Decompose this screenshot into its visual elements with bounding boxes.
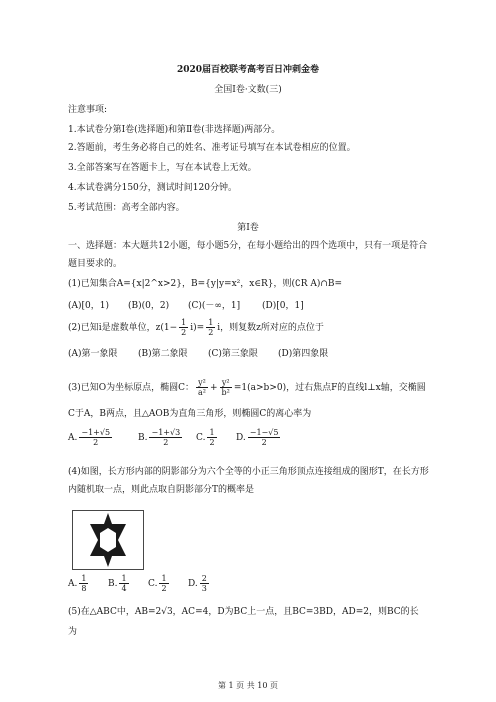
q3-fraction-1: $\frac{\text{y²}}{\text{a²}}$ [198, 378, 206, 397]
exam-title: 2020届百校联考高考百日冲刺金卷 [176, 65, 320, 75]
q3-fraction-2: $\frac{\text{y²}}{\text{b²}}$ [221, 378, 230, 397]
q2-option-a: (A)第一象限 [68, 349, 118, 359]
q2-fraction-2: $\frac{1}{2}$ [208, 318, 214, 337]
q4-option-a: A. $\frac{1}{8}$ [68, 574, 87, 593]
q2-option-b: (B)第二象限 [138, 349, 188, 359]
section-title: 第Ⅰ卷 [237, 223, 259, 233]
q5-stem-cont: 为 [68, 627, 78, 637]
section-intro-cont: 题目要求的。 [68, 259, 123, 269]
exam-subtitle: 全国Ⅰ卷·文数(三) [214, 85, 282, 95]
note-item: 1.本试卷分第Ⅰ卷(选择题)和第Ⅱ卷(非选择题)两部分。 [68, 125, 281, 135]
q3-option-d: D. $\frac{-1-√5}{2}$ [236, 428, 279, 447]
note-item: 3.全部答案写在答题卡上，写在本试卷上无效。 [68, 163, 257, 173]
q2-stem: (2)已知i是虚数单位，z(1− $\frac{1}{2}$ i)= $\frac{1}{2}$ i，则复数z所对应的点位于 [68, 318, 324, 337]
q4-option-d: D. $\frac{2}{3}$ [188, 574, 207, 593]
q3-stem: (3)已知O为坐标原点，椭圆C： $\frac{\text{y²}}{\text{a²}}$ + $\frac{\text{y²}}{\text{b²}}$ =1(a>b>0)，过右焦点F的直线l⊥x轴，交椭圆 [68, 378, 426, 397]
q4-option-c: C. $\frac{1}{2}$ [148, 574, 167, 593]
q2-fraction-1: $\frac{1}{2}$ [181, 318, 187, 337]
q4-figure [72, 510, 144, 570]
q1-option-a: (A)[0，1) [68, 301, 109, 311]
q2-option-d: (D)第四象限 [278, 349, 329, 359]
q4-stem-cont: 内随机取一点，则此点取自阴影部分T的概率是 [68, 485, 255, 495]
section-intro: 一、选择题：本大题共12小题，每小题5分，在每小题给出的四个选项中，只有一项是符合 [68, 241, 428, 251]
star-inner-hexagon [100, 528, 116, 552]
notes-heading: 注意事项: [68, 105, 108, 115]
q1-option-d: (D)[0，1] [262, 301, 304, 311]
note-item: 4.本试卷满分150分，测试时间120分钟。 [68, 183, 237, 193]
q1-stem: (1)已知集合A={x|2^x>2}，B={y|y=x²，x∈R}，则(∁R A)∩B= [68, 279, 343, 289]
q3-option-c: C. $\frac{1}{2}$ [196, 428, 215, 447]
note-item: 5.考试范围：高考全部内容。 [68, 203, 185, 213]
q5-stem: (5)在△ABC中，AB=2√3，AC=4，D为BC上一点，且BC=3BD，AD=2，则BC的长 [68, 607, 419, 617]
q2-option-c: (C)第三象限 [208, 349, 258, 359]
q3-option-b: B. $\frac{-1+√3}{2}$ [138, 428, 181, 447]
q1-option-b: (B)(0，2) [128, 301, 170, 311]
q3-option-a: A. $\frac{-1+√5}{2}$ [68, 428, 111, 447]
page-footer: 第 1 页 共 10 页 [218, 681, 278, 690]
q1-option-c: (C)(－∞，1] [188, 301, 241, 311]
note-item: 2.答题前，考生务必将自己的姓名、准考证号填写在本试卷相应的位置。 [68, 143, 356, 153]
q4-option-b: B. $\frac{1}{4}$ [108, 574, 127, 593]
q4-stem: (4)如图，长方形内部的阴影部分为六个全等的小正三角形顶点连接组成的图形T，在长方形 [68, 467, 429, 477]
q3-stem-cont: C于A，B两点，且△AOB为直角三角形，则椭圆C的离心率为 [68, 409, 312, 419]
